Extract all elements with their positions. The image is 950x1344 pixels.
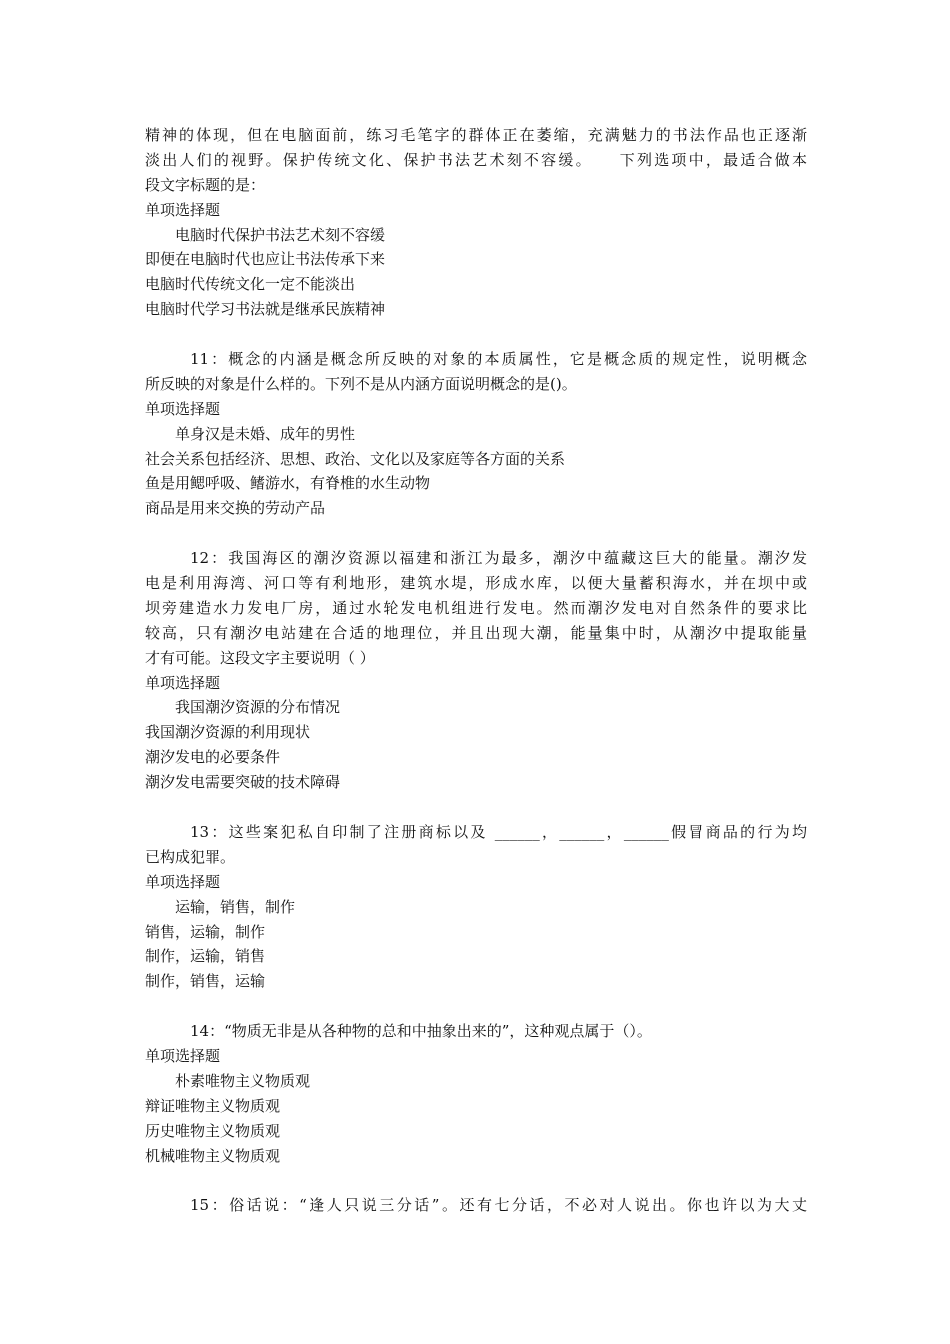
- question-stem: 电是利用海湾、河口等有利地形，建筑水堤，形成水库，以便大量蓄积海水，并在坝中或: [145, 574, 807, 593]
- question-stem: 13：这些案犯私自印制了注册商标以及 ______，______，______假冒商品的行为均: [190, 822, 807, 841]
- option-item: 鱼是用鳃呼吸、鳍游水，有脊椎的水生动物: [145, 474, 431, 493]
- question-type-label: 单项选择题: [145, 399, 221, 418]
- option-item: 潮汐发电需要突破的技术障碍: [145, 773, 341, 792]
- option-item: 单身汉是未婚、成年的男性: [175, 424, 356, 443]
- question-stem: 已构成犯罪。: [145, 847, 236, 866]
- question-stem: 才有可能。这段文字主要说明（ ）: [145, 648, 375, 667]
- spacer: [145, 521, 807, 546]
- question-stem: 所反映的对象是什么样的。下列不是从内涵方面说明概念的是()。: [145, 374, 577, 393]
- option-item: 朴素唯物主义物质观: [175, 1071, 311, 1090]
- spacer: [145, 795, 807, 820]
- option-item: 历史唯物主义物质观: [145, 1121, 281, 1140]
- question-stem: 14：“物质无非是从各种物的总和中抽象出来的”，这种观点属于（）。: [190, 1022, 652, 1041]
- question-type-label: 单项选择题: [145, 673, 221, 692]
- question-stem: 15：俗话说：“逢人只说三分话”。还有七分话，不必对人说出。你也许以为大丈: [190, 1196, 807, 1215]
- option-item: 辩证唯物主义物质观: [145, 1096, 281, 1115]
- question-block-13: [145, 820, 807, 994]
- option-item: 电脑时代保护书法艺术刻不容缓: [175, 225, 386, 244]
- question-type-label: 单项选择题: [145, 1046, 221, 1065]
- spacer: [145, 322, 807, 347]
- option-item: 运输，销售，制作: [175, 897, 296, 916]
- option-item: 制作，销售，运输: [145, 972, 266, 991]
- intro-passage: [145, 123, 807, 322]
- question-block-12: [145, 546, 807, 795]
- question-stem: 坝旁建造水力发电厂房，通过水轮发电机组进行发电。然而潮汐发电对自然条件的要求比: [145, 598, 807, 617]
- passage-line: 淡出人们的视野。保护传统文化、保护书法艺术刻不容缓。 下列选项中，最适合做本: [145, 150, 807, 169]
- option-item: 电脑时代学习书法就是继承民族精神: [145, 300, 386, 319]
- passage-line: 精神的体现，但在电脑面前，练习毛笔字的群体正在萎缩，充满魅力的书法作品也正逐渐: [145, 126, 807, 144]
- question-block-15: [145, 1193, 807, 1218]
- option-item: 潮汐发电的必要条件: [145, 748, 281, 767]
- question-stem: 较高，只有潮汐电站建在合适的地理位，并且出现大潮，能量集中时，从潮汐中提取能量: [145, 623, 807, 642]
- option-item: 我国潮汐资源的利用现状: [145, 723, 311, 742]
- question-block-14: [145, 1019, 807, 1168]
- option-item: 我国潮汐资源的分布情况: [175, 698, 341, 717]
- question-stem: 12：我国海区的潮汐资源以福建和浙江为最多，潮汐中蕴藏这巨大的能量。潮汐发: [190, 549, 807, 568]
- passage-line: 段文字标题的是：: [145, 175, 266, 194]
- option-item: 商品是用来交换的劳动产品: [145, 499, 326, 518]
- question-block-11: [145, 347, 807, 521]
- spacer: [145, 994, 807, 1019]
- option-item: 电脑时代传统文化一定不能淡出: [145, 275, 356, 294]
- option-item: 机械唯物主义物质观: [145, 1146, 281, 1165]
- spacer: [145, 1168, 807, 1193]
- option-item: 即便在电脑时代也应让书法传承下来: [145, 250, 386, 269]
- option-item: 销售，运输，制作: [145, 922, 266, 941]
- option-item: 社会关系包括经济、思想、政治、文化以及家庭等各方面的关系: [145, 449, 566, 468]
- option-item: 制作，运输，销售: [145, 947, 266, 966]
- question-stem: 11：概念的内涵是概念所反映的对象的本质属性，它是概念质的规定性，说明概念: [190, 350, 807, 369]
- question-type-label: 单项选择题: [145, 872, 221, 891]
- document-body: [145, 123, 807, 1218]
- question-type-label: 单项选择题: [145, 200, 221, 219]
